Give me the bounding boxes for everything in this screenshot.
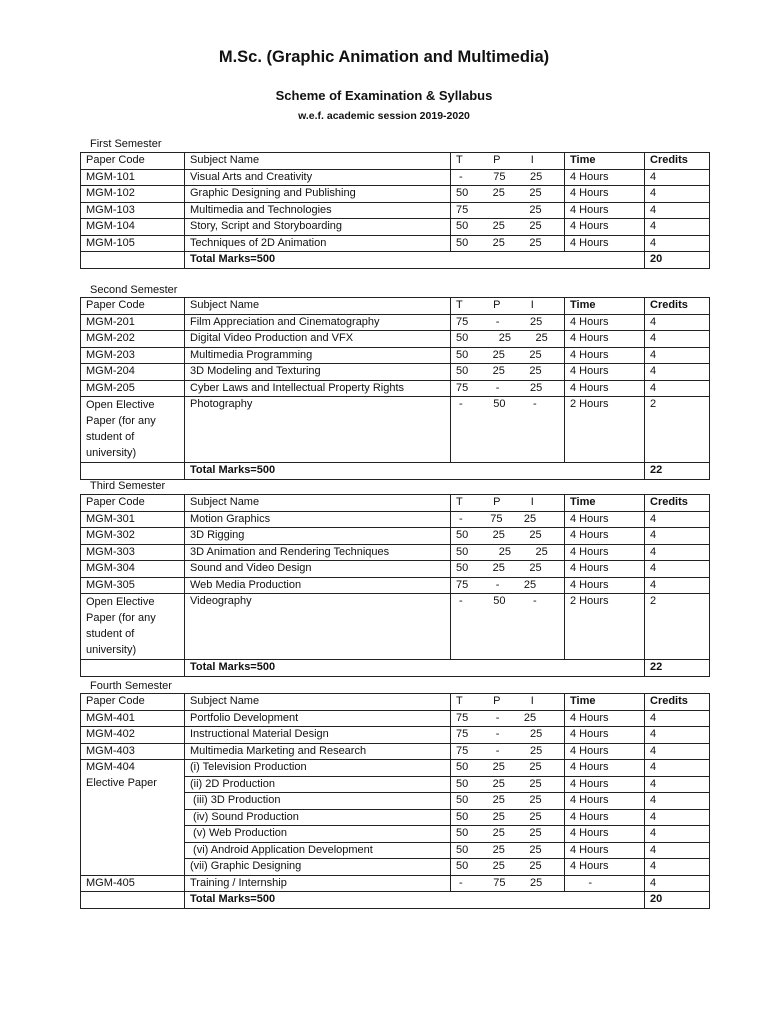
table-row bbox=[81, 380, 710, 397]
time-cell: - bbox=[565, 875, 645, 892]
table-row bbox=[81, 809, 710, 826]
time-cell: 4 Hours bbox=[565, 331, 645, 348]
table-row bbox=[81, 594, 710, 660]
marks-tpi-cell: 50 25 25 bbox=[451, 364, 565, 381]
subject-name-cell: Instructional Material Design bbox=[185, 727, 451, 744]
marks-tpi-cell: - 75 25 bbox=[451, 875, 565, 892]
total-marks-label: Total Marks=500 bbox=[185, 463, 645, 480]
header-time: Time bbox=[565, 153, 645, 170]
subject-name-cell: (v) Web Production bbox=[185, 826, 451, 843]
time-cell: 4 Hours bbox=[565, 727, 645, 744]
credits-cell: 4 bbox=[645, 347, 710, 364]
table-row bbox=[81, 219, 710, 236]
table-row bbox=[81, 859, 710, 876]
marks-tpi-cell: 75 - 25 bbox=[451, 577, 565, 594]
marks-tpi-cell: 50 25 25 bbox=[451, 826, 565, 843]
marks-tpi-cell: 50 25 25 bbox=[451, 760, 565, 777]
credits-cell: 4 bbox=[645, 314, 710, 331]
credits-cell: 4 bbox=[645, 875, 710, 892]
time-cell: 4 Hours bbox=[565, 186, 645, 203]
subject-name-cell: Graphic Designing and Publishing bbox=[185, 186, 451, 203]
subject-name-cell: Multimedia Programming bbox=[185, 347, 451, 364]
subject-name-cell: Web Media Production bbox=[185, 577, 451, 594]
subject-name-cell: Techniques of 2D Animation bbox=[185, 235, 451, 252]
subject-name-cell: Multimedia and Technologies bbox=[185, 202, 451, 219]
subject-name-cell: Sound and Video Design bbox=[185, 561, 451, 578]
credits-cell: 4 bbox=[645, 528, 710, 545]
total-credits: 22 bbox=[645, 660, 710, 677]
subject-name-cell: Story, Script and Storyboarding bbox=[185, 219, 451, 236]
header-credits: Credits bbox=[645, 298, 710, 315]
credits-cell: 4 bbox=[645, 809, 710, 826]
subject-name-cell: (ii) 2D Production bbox=[185, 776, 451, 793]
paper-code-cell: MGM-303 bbox=[81, 544, 185, 561]
subject-name-cell: Videography bbox=[185, 594, 451, 660]
credits-cell: 4 bbox=[645, 710, 710, 727]
time-cell: 4 Hours bbox=[565, 743, 645, 760]
paper-code-cell: MGM-202 bbox=[81, 331, 185, 348]
total-row bbox=[81, 660, 710, 677]
header-paper-code: Paper Code bbox=[81, 694, 185, 711]
time-cell: 4 Hours bbox=[565, 511, 645, 528]
credits-cell: 4 bbox=[645, 760, 710, 777]
subject-name-cell: Cyber Laws and Intellectual Property Rights bbox=[185, 380, 451, 397]
table-row bbox=[81, 528, 710, 545]
time-cell: 4 Hours bbox=[565, 235, 645, 252]
time-cell: 4 Hours bbox=[565, 169, 645, 186]
table-row bbox=[81, 511, 710, 528]
table-row bbox=[81, 202, 710, 219]
header-paper-code: Paper Code bbox=[81, 298, 185, 315]
subject-name-cell: 3D Rigging bbox=[185, 528, 451, 545]
time-cell: 4 Hours bbox=[565, 364, 645, 381]
header-time: Time bbox=[565, 495, 645, 512]
table-header-row bbox=[81, 153, 710, 170]
subject-name-cell: 3D Animation and Rendering Techniques bbox=[185, 544, 451, 561]
paper-code-cell: MGM-203 bbox=[81, 347, 185, 364]
credits-cell: 4 bbox=[645, 364, 710, 381]
subject-name-cell: Film Appreciation and Cinematography bbox=[185, 314, 451, 331]
credits-cell: 4 bbox=[645, 727, 710, 744]
total-row bbox=[81, 463, 710, 480]
time-cell: 2 Hours bbox=[565, 397, 645, 463]
table-row bbox=[81, 743, 710, 760]
total-marks-label: Total Marks=500 bbox=[185, 660, 645, 677]
paper-code-cell: MGM-101 bbox=[81, 169, 185, 186]
table-row bbox=[81, 875, 710, 892]
semester-2-table bbox=[80, 297, 710, 480]
table-row bbox=[81, 842, 710, 859]
header-subject-name: Subject Name bbox=[185, 495, 451, 512]
marks-tpi-cell: 75 25 bbox=[451, 202, 565, 219]
marks-tpi-cell: 50 25 25 bbox=[451, 347, 565, 364]
table-row bbox=[81, 561, 710, 578]
credits-cell: 4 bbox=[645, 859, 710, 876]
subject-name-cell: Digital Video Production and VFX bbox=[185, 331, 451, 348]
paper-code-cell: MGM-104 bbox=[81, 219, 185, 236]
marks-tpi-cell: 50 25 25 bbox=[451, 793, 565, 810]
header-time: Time bbox=[565, 298, 645, 315]
marks-tpi-cell: 50 25 25 bbox=[451, 235, 565, 252]
paper-code-cell bbox=[81, 859, 185, 876]
semester-3-label: Third Semester bbox=[90, 480, 166, 492]
total-credits: 22 bbox=[645, 463, 710, 480]
marks-tpi-cell: 75 - 25 bbox=[451, 743, 565, 760]
paper-code-cell: MGM-105 bbox=[81, 235, 185, 252]
subject-name-cell: (iv) Sound Production bbox=[185, 809, 451, 826]
total-marks-label: Total Marks=500 bbox=[185, 252, 645, 269]
time-cell: 4 Hours bbox=[565, 528, 645, 545]
table-row bbox=[81, 331, 710, 348]
header-tpi: T P I bbox=[451, 694, 565, 711]
subject-name-cell: (vii) Graphic Designing bbox=[185, 859, 451, 876]
subject-name-cell: (iii) 3D Production bbox=[185, 793, 451, 810]
header-credits: Credits bbox=[645, 694, 710, 711]
credits-cell: 4 bbox=[645, 577, 710, 594]
header-credits: Credits bbox=[645, 153, 710, 170]
header-time: Time bbox=[565, 694, 645, 711]
marks-tpi-cell: 50 25 25 bbox=[451, 331, 565, 348]
total-credits: 20 bbox=[645, 252, 710, 269]
total-empty-cell bbox=[81, 660, 185, 677]
marks-tpi-cell: 50 25 25 bbox=[451, 809, 565, 826]
table-header-row bbox=[81, 298, 710, 315]
paper-code-cell: MGM-304 bbox=[81, 561, 185, 578]
table-row bbox=[81, 544, 710, 561]
marks-tpi-cell: 50 25 25 bbox=[451, 186, 565, 203]
credits-cell: 4 bbox=[645, 561, 710, 578]
credits-cell: 4 bbox=[645, 235, 710, 252]
time-cell: 4 Hours bbox=[565, 776, 645, 793]
header-subject-name: Subject Name bbox=[185, 298, 451, 315]
time-cell: 4 Hours bbox=[565, 219, 645, 236]
semester-4-label: Fourth Semester bbox=[90, 680, 172, 692]
semester-2-label: Second Semester bbox=[90, 284, 178, 296]
time-cell: 4 Hours bbox=[565, 842, 645, 859]
table-row bbox=[81, 235, 710, 252]
paper-code-cell: MGM-401 bbox=[81, 710, 185, 727]
paper-code-cell bbox=[81, 793, 185, 810]
header-paper-code: Paper Code bbox=[81, 495, 185, 512]
subject-name-cell: Training / Internship bbox=[185, 875, 451, 892]
paper-code-cell bbox=[81, 826, 185, 843]
credits-cell: 4 bbox=[645, 511, 710, 528]
time-cell: 4 Hours bbox=[565, 793, 645, 810]
semester-1-label: First Semester bbox=[90, 138, 162, 150]
table-row bbox=[81, 347, 710, 364]
credits-cell: 4 bbox=[645, 186, 710, 203]
paper-code-cell: Elective Paper bbox=[81, 776, 185, 793]
paper-code-cell: Open Elective Paper (for any student of university) bbox=[81, 397, 185, 463]
header-tpi: T P I bbox=[451, 153, 565, 170]
table-row bbox=[81, 710, 710, 727]
semester-3-table bbox=[80, 494, 710, 677]
time-cell: 2 Hours bbox=[565, 594, 645, 660]
credits-cell: 4 bbox=[645, 743, 710, 760]
marks-tpi-cell: 50 25 25 bbox=[451, 859, 565, 876]
paper-code-cell: MGM-402 bbox=[81, 727, 185, 744]
subject-name-cell: 3D Modeling and Texturing bbox=[185, 364, 451, 381]
marks-tpi-cell: - 75 25 bbox=[451, 169, 565, 186]
paper-code-cell: MGM-302 bbox=[81, 528, 185, 545]
marks-tpi-cell: 75 - 25 bbox=[451, 380, 565, 397]
subject-name-cell: (vi) Android Application Development bbox=[185, 842, 451, 859]
time-cell: 4 Hours bbox=[565, 347, 645, 364]
credits-cell: 4 bbox=[645, 842, 710, 859]
time-cell: 4 Hours bbox=[565, 760, 645, 777]
time-cell: 4 Hours bbox=[565, 314, 645, 331]
header-subject-name: Subject Name bbox=[185, 694, 451, 711]
header-tpi: T P I bbox=[451, 495, 565, 512]
paper-code-cell: MGM-102 bbox=[81, 186, 185, 203]
time-cell: 4 Hours bbox=[565, 202, 645, 219]
subject-name-cell: Motion Graphics bbox=[185, 511, 451, 528]
credits-cell: 4 bbox=[645, 219, 710, 236]
total-marks-label: Total Marks=500 bbox=[185, 892, 645, 909]
marks-tpi-cell: 50 25 25 bbox=[451, 528, 565, 545]
subject-name-cell: (i) Television Production bbox=[185, 760, 451, 777]
credits-cell: 4 bbox=[645, 169, 710, 186]
paper-code-cell: MGM-403 bbox=[81, 743, 185, 760]
header-paper-code: Paper Code bbox=[81, 153, 185, 170]
credits-cell: 4 bbox=[645, 793, 710, 810]
semester-1-table bbox=[80, 152, 710, 269]
paper-code-cell: MGM-404 bbox=[81, 760, 185, 777]
time-cell: 4 Hours bbox=[565, 380, 645, 397]
marks-tpi-cell: 75 - 25 bbox=[451, 314, 565, 331]
paper-code-cell: MGM-305 bbox=[81, 577, 185, 594]
marks-tpi-cell: - 50 - bbox=[451, 397, 565, 463]
page-subtitle: Scheme of Examination & Syllabus bbox=[275, 88, 493, 103]
time-cell: 4 Hours bbox=[565, 710, 645, 727]
subject-name-cell: Visual Arts and Creativity bbox=[185, 169, 451, 186]
marks-tpi-cell: 75 - 25 bbox=[451, 727, 565, 744]
total-empty-cell bbox=[81, 463, 185, 480]
marks-tpi-cell: - 75 25 bbox=[451, 511, 565, 528]
marks-tpi-cell: 50 25 25 bbox=[451, 842, 565, 859]
paper-code-cell: MGM-201 bbox=[81, 314, 185, 331]
time-cell: 4 Hours bbox=[565, 561, 645, 578]
total-empty-cell bbox=[81, 252, 185, 269]
paper-code-cell bbox=[81, 809, 185, 826]
paper-code-cell bbox=[81, 842, 185, 859]
marks-tpi-cell: 50 25 25 bbox=[451, 776, 565, 793]
time-cell: 4 Hours bbox=[565, 544, 645, 561]
subject-name-cell: Portfolio Development bbox=[185, 710, 451, 727]
credits-cell: 2 bbox=[645, 594, 710, 660]
credits-cell: 4 bbox=[645, 544, 710, 561]
paper-code-cell: MGM-405 bbox=[81, 875, 185, 892]
header-tpi: T P I bbox=[451, 298, 565, 315]
paper-code-cell: MGM-205 bbox=[81, 380, 185, 397]
marks-tpi-cell: 75 - 25 bbox=[451, 710, 565, 727]
header-credits: Credits bbox=[645, 495, 710, 512]
paper-code-cell: Open Elective Paper (for any student of university) bbox=[81, 594, 185, 660]
total-empty-cell bbox=[81, 892, 185, 909]
table-row bbox=[81, 760, 710, 777]
table-header-row bbox=[81, 694, 710, 711]
marks-tpi-cell: 50 25 25 bbox=[451, 544, 565, 561]
table-row bbox=[81, 776, 710, 793]
marks-tpi-cell: - 50 - bbox=[451, 594, 565, 660]
credits-cell: 4 bbox=[645, 776, 710, 793]
subject-name-cell: Photography bbox=[185, 397, 451, 463]
paper-code-cell: MGM-301 bbox=[81, 511, 185, 528]
paper-code-cell: MGM-204 bbox=[81, 364, 185, 381]
time-cell: 4 Hours bbox=[565, 859, 645, 876]
time-cell: 4 Hours bbox=[565, 809, 645, 826]
table-row bbox=[81, 727, 710, 744]
marks-tpi-cell: 50 25 25 bbox=[451, 561, 565, 578]
time-cell: 4 Hours bbox=[565, 577, 645, 594]
table-row bbox=[81, 577, 710, 594]
paper-code-cell: MGM-103 bbox=[81, 202, 185, 219]
table-row bbox=[81, 793, 710, 810]
time-cell: 4 Hours bbox=[565, 826, 645, 843]
subject-name-cell: Multimedia Marketing and Research bbox=[185, 743, 451, 760]
total-row bbox=[81, 892, 710, 909]
header-subject-name: Subject Name bbox=[185, 153, 451, 170]
page-title: M.Sc. (Graphic Animation and Multimedia) bbox=[218, 48, 550, 66]
credits-cell: 4 bbox=[645, 331, 710, 348]
table-header-row bbox=[81, 495, 710, 512]
table-row bbox=[81, 169, 710, 186]
credits-cell: 2 bbox=[645, 397, 710, 463]
session-line: w.e.f. academic session 2019-2020 bbox=[298, 110, 470, 122]
table-row bbox=[81, 314, 710, 331]
table-row bbox=[81, 826, 710, 843]
credits-cell: 4 bbox=[645, 380, 710, 397]
marks-tpi-cell: 50 25 25 bbox=[451, 219, 565, 236]
semester-4-table bbox=[80, 693, 710, 909]
table-row bbox=[81, 364, 710, 381]
credits-cell: 4 bbox=[645, 202, 710, 219]
total-credits: 20 bbox=[645, 892, 710, 909]
credits-cell: 4 bbox=[645, 826, 710, 843]
table-row bbox=[81, 186, 710, 203]
table-row bbox=[81, 397, 710, 463]
total-row bbox=[81, 252, 710, 269]
